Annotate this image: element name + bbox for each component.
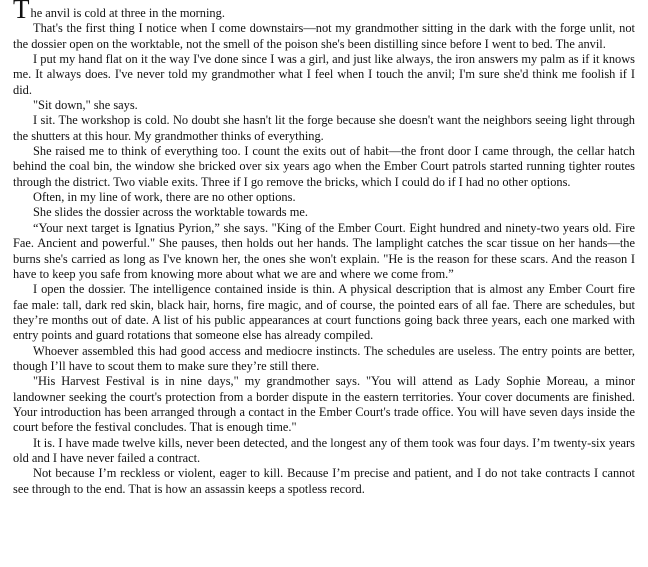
paragraph-11: Whoever assembled this had good access and mediocre instincts. The schedules are useless. The entry points are better, though I’ll have to scout them to make sure they’re still there. xyxy=(13,343,635,373)
paragraph-14: Not because I’m reckless or violent, eager to kill. Because I’m precise and patient, and I do not take contracts I cannot see through to the end. That is how an assassin keeps a spotless record. xyxy=(13,466,635,496)
paragraph-13: It is. I have made twelve kills, never been detected, and the longest any of them took was four days. I’m twenty-six years old and I have never failed a contract. xyxy=(13,435,635,465)
paragraph-12: "His Harvest Festival is in nine days," my grandmother says. "You will attend as Lady Sophie Moreau, a minor landowner seeking the court's protection from a border dispute in the eastern territories. Your cover documents are finished. Your introduction has been arranged through a contact in the Ember Court's trade office. You will have seven days inside the court before the festival concludes. That is enough time." xyxy=(13,374,635,435)
paragraph-2: That's the first thing I notice when I come downstairs—not my grandmother sitting in the dark with the forge unlit, not the dossier open on the worktable, not the smell of the poison she's been distilling since before I went to bed. The anvil. xyxy=(13,21,635,51)
paragraph-10: I open the dossier. The intelligence contained inside is thin. A physical description that is almost any Ember Court fire fae male: tall, dark red skin, black hair, horns, fire magic, and of course, the pointed ears of all fae. There are schedules, but they’re months out of date. A list of his public appearances at court functions going back three years, each one marked with entry points and guard rotations that someone else has already compiled. xyxy=(13,282,635,343)
paragraph-5: I sit. The workshop is cold. No doubt she hasn't lit the forge because she doesn't want the neighbors seeing light through the shutters at this hour. My grandmother thinks of everything. xyxy=(13,113,635,143)
paragraph-8: She slides the dossier across the worktable towards me. xyxy=(33,205,308,220)
paragraph-1 xyxy=(13,0,635,24)
paragraph-4: "Sit down," she says. xyxy=(33,98,138,113)
paragraph-9: “Your next target is Ignatius Pyrion,” she says. "King of the Ember Court. Eight hundred and ninety-two years old. Fire Fae. Ancient and powerful." She pauses, then holds out her hands. The lamplight catches the scar tissue on her hands—the burns she's carried as long as I've known her, the ones she won't explain. "He is the reason for these scars. And the reason I have to keep you safe from knowing more about what we are and where we come from.” xyxy=(13,220,635,281)
paragraph-6: She raised me to think of everything too. I count the exits out of habit—the front door I came through, the cellar hatch behind the coal bin, the window she bricked over six years ago when the Ember Court patrols started running tighter routes through the district. Two viable exits. Three if I go remove the bricks, which I could do if I had no other options. xyxy=(13,144,635,189)
paragraph-3: I put my hand flat on it the way I've done since I was a girl, and just like always, the iron answers my palm as if it knows me. It always does. I've never told my grandmother what I feel when I touch the anvil; I'm sure she'd think me foolish if I did. xyxy=(13,52,635,97)
paragraph-1-text: he anvil is cold at three in the morning. xyxy=(30,6,225,20)
paragraph-7: Often, in my line of work, there are no other options. xyxy=(33,190,296,205)
drop-cap: T xyxy=(13,0,30,24)
